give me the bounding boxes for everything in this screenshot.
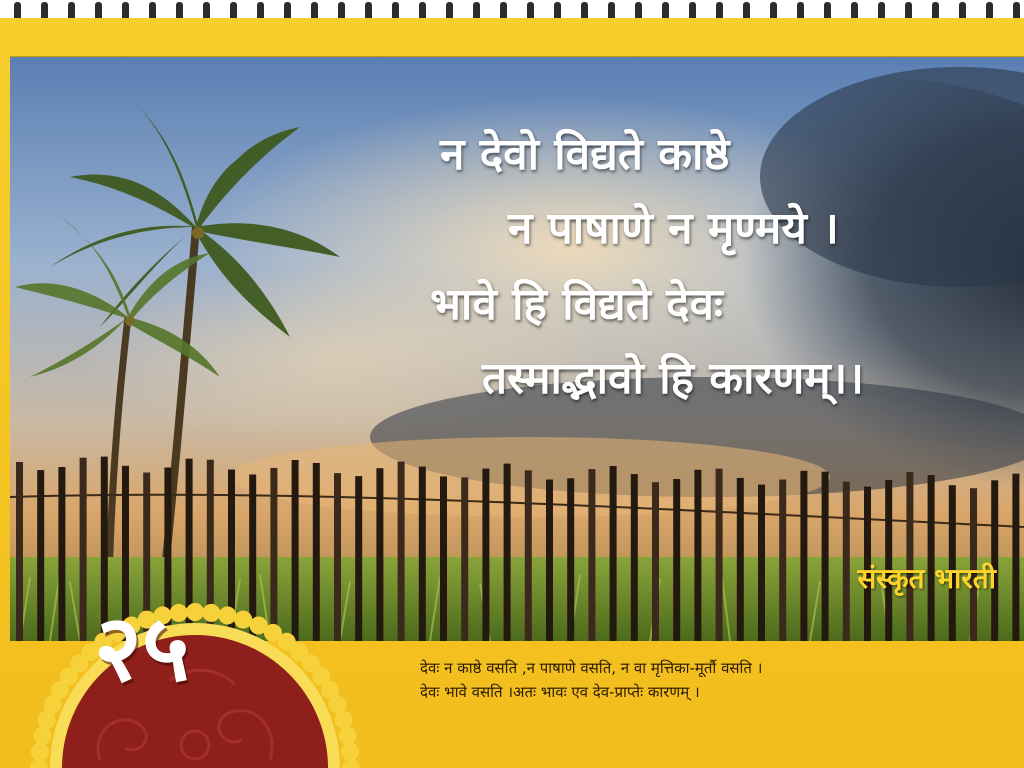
brand-label: संस्कृत भारती [857, 562, 996, 595]
verse-line-1: न देवो विद्यते काष्ठे [440, 129, 730, 180]
verse-line-2: न पाषाणे न मृण्मये । [508, 203, 839, 254]
verse-meaning [420, 656, 980, 704]
badge-ray [342, 759, 360, 768]
badge-ray [218, 606, 236, 624]
badge-ray [38, 711, 56, 729]
badge-ray [202, 604, 220, 622]
landscape-photo [10, 56, 1024, 641]
date-number: २५ [94, 594, 190, 702]
badge-ray [334, 711, 352, 729]
meaning-line-2: देवः भावे वसति ।अतः भावः एव देव-प्राप्तेः कारणम् । [420, 683, 700, 701]
meaning-line-1: देवः न काष्ठे वसति ,न पाषाणे वसति, न वा मृत्तिका-मूर्तौ वसति । [420, 659, 763, 677]
badge-ray [33, 727, 51, 745]
badge-ray [31, 743, 49, 761]
badge-ray [341, 743, 359, 761]
verse-line-3: भावे हि विद्यते देवः [430, 279, 723, 330]
verse-line-4: तस्माद्भावो हि कारणम्।। [482, 353, 864, 404]
badge-ray [329, 696, 347, 714]
sanskrit-verse [10, 57, 1024, 641]
badge-ray [234, 611, 252, 629]
date-badge [30, 560, 360, 768]
badge-ray [339, 727, 357, 745]
